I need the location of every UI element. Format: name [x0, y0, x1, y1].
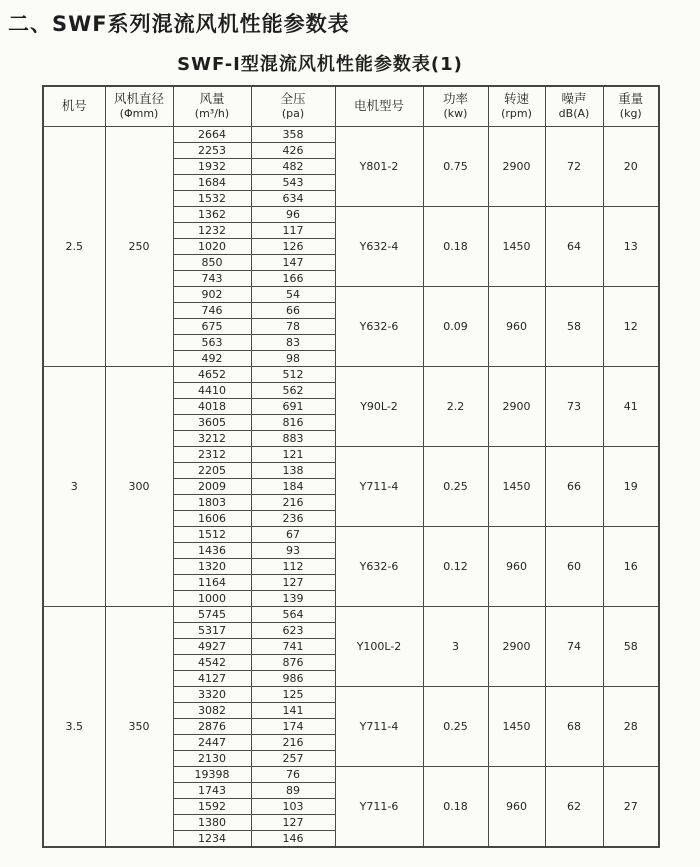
column-header-label: 功率	[442, 90, 468, 106]
power-cell: 0.18	[423, 206, 488, 286]
air-volume-cell: 1606	[173, 510, 251, 526]
total-pressure-cell: 512	[251, 366, 335, 382]
speed-cell: 960	[488, 766, 545, 847]
total-pressure-cell: 66	[251, 302, 335, 318]
speed-cell: 960	[488, 526, 545, 606]
air-volume-cell: 3082	[173, 702, 251, 718]
noise-cell: 73	[545, 366, 603, 446]
total-pressure-cell: 121	[251, 446, 335, 462]
total-pressure-cell: 426	[251, 142, 335, 158]
column-header-unit: (rpm)	[501, 107, 532, 121]
column-header	[43, 86, 105, 126]
air-volume-cell: 4652	[173, 366, 251, 382]
column-header-unit: (Φmm)	[119, 107, 159, 121]
total-pressure-cell: 112	[251, 558, 335, 574]
air-volume-cell: 2205	[173, 462, 251, 478]
motor-model-cell: Y90L-2	[335, 366, 423, 446]
air-volume-cell: 1380	[173, 814, 251, 830]
speed-cell: 2900	[488, 606, 545, 686]
total-pressure-cell: 141	[251, 702, 335, 718]
air-volume-cell: 2447	[173, 734, 251, 750]
air-volume-cell: 1436	[173, 542, 251, 558]
weight-cell: 27	[603, 766, 659, 847]
column-header	[251, 86, 335, 126]
total-pressure-cell: 883	[251, 430, 335, 446]
air-volume-cell: 4542	[173, 654, 251, 670]
air-volume-cell: 3320	[173, 686, 251, 702]
air-volume-cell: 746	[173, 302, 251, 318]
total-pressure-cell: 816	[251, 414, 335, 430]
air-volume-cell: 1320	[173, 558, 251, 574]
speed-cell: 1450	[488, 446, 545, 526]
total-pressure-cell: 117	[251, 222, 335, 238]
motor-model-cell: Y711-4	[335, 446, 423, 526]
air-volume-cell: 1743	[173, 782, 251, 798]
column-header	[173, 86, 251, 126]
air-volume-cell: 1020	[173, 238, 251, 254]
total-pressure-cell: 174	[251, 718, 335, 734]
table-row	[43, 366, 659, 382]
speed-cell: 2900	[488, 126, 545, 206]
total-pressure-cell: 139	[251, 590, 335, 606]
total-pressure-cell: 146	[251, 830, 335, 847]
air-volume-cell: 4127	[173, 670, 251, 686]
column-header-label: 重量	[618, 90, 644, 106]
total-pressure-cell: 98	[251, 350, 335, 366]
column-header-label: 噪声	[561, 90, 587, 106]
total-pressure-cell: 741	[251, 638, 335, 654]
weight-cell: 16	[603, 526, 659, 606]
table-body	[43, 126, 659, 847]
air-volume-cell: 675	[173, 318, 251, 334]
fan-size-cell: 2.5	[43, 126, 105, 366]
fan-diameter-cell: 300	[105, 366, 173, 606]
total-pressure-cell: 876	[251, 654, 335, 670]
speed-cell: 960	[488, 286, 545, 366]
air-volume-cell: 1803	[173, 494, 251, 510]
power-cell: 0.25	[423, 446, 488, 526]
column-header-label: 转速	[503, 90, 529, 106]
air-volume-cell: 563	[173, 334, 251, 350]
total-pressure-cell: 691	[251, 398, 335, 414]
speed-cell: 1450	[488, 686, 545, 766]
air-volume-cell: 2312	[173, 446, 251, 462]
total-pressure-cell: 93	[251, 542, 335, 558]
motor-model-cell: Y711-4	[335, 686, 423, 766]
air-volume-cell: 2664	[173, 126, 251, 142]
total-pressure-cell: 986	[251, 670, 335, 686]
total-pressure-cell: 257	[251, 750, 335, 766]
header-row	[43, 86, 659, 126]
air-volume-cell: 1232	[173, 222, 251, 238]
power-cell: 0.25	[423, 686, 488, 766]
column-header	[488, 86, 545, 126]
weight-cell: 13	[603, 206, 659, 286]
air-volume-cell: 1000	[173, 590, 251, 606]
total-pressure-cell: 89	[251, 782, 335, 798]
column-header-unit: (kg)	[619, 107, 642, 121]
total-pressure-cell: 96	[251, 206, 335, 222]
noise-cell: 64	[545, 206, 603, 286]
column-header	[603, 86, 659, 126]
power-cell: 0.18	[423, 766, 488, 847]
air-volume-cell: 1684	[173, 174, 251, 190]
fan-parameters-table	[42, 85, 660, 848]
column-header	[545, 86, 603, 126]
noise-cell: 58	[545, 286, 603, 366]
air-volume-cell: 5745	[173, 606, 251, 622]
weight-cell: 19	[603, 446, 659, 526]
column-header-unit: (kw)	[443, 107, 468, 121]
total-pressure-cell: 54	[251, 286, 335, 302]
column-header-label: 机号	[61, 98, 87, 114]
air-volume-cell: 850	[173, 254, 251, 270]
noise-cell: 66	[545, 446, 603, 526]
total-pressure-cell: 184	[251, 478, 335, 494]
total-pressure-cell: 623	[251, 622, 335, 638]
total-pressure-cell: 543	[251, 174, 335, 190]
fan-size-cell: 3	[43, 366, 105, 606]
air-volume-cell: 1164	[173, 574, 251, 590]
column-header-label: 风量	[199, 90, 225, 106]
column-header-label: 电机型号	[353, 98, 404, 114]
air-volume-cell: 19398	[173, 766, 251, 782]
table-row	[43, 126, 659, 142]
table-header	[43, 86, 659, 126]
air-volume-cell: 2253	[173, 142, 251, 158]
total-pressure-cell: 103	[251, 798, 335, 814]
noise-cell: 74	[545, 606, 603, 686]
noise-cell: 72	[545, 126, 603, 206]
fan-diameter-cell: 250	[105, 126, 173, 366]
air-volume-cell: 2130	[173, 750, 251, 766]
air-volume-cell: 1512	[173, 526, 251, 542]
noise-cell: 62	[545, 766, 603, 847]
weight-cell: 28	[603, 686, 659, 766]
column-header-label: 风机直径	[113, 90, 164, 106]
total-pressure-cell: 564	[251, 606, 335, 622]
column-header	[105, 86, 173, 126]
column-header-unit: (m³/h)	[194, 107, 230, 121]
power-cell: 2.2	[423, 366, 488, 446]
total-pressure-cell: 166	[251, 270, 335, 286]
motor-model-cell: Y632-4	[335, 206, 423, 286]
total-pressure-cell: 482	[251, 158, 335, 174]
weight-cell: 41	[603, 366, 659, 446]
air-volume-cell: 4927	[173, 638, 251, 654]
power-cell: 0.12	[423, 526, 488, 606]
air-volume-cell: 1234	[173, 830, 251, 847]
weight-cell: 58	[603, 606, 659, 686]
air-volume-cell: 2876	[173, 718, 251, 734]
total-pressure-cell: 126	[251, 238, 335, 254]
total-pressure-cell: 358	[251, 126, 335, 142]
power-cell: 0.75	[423, 126, 488, 206]
air-volume-cell: 3212	[173, 430, 251, 446]
column-header-label: 全压	[280, 90, 306, 106]
motor-model-cell: Y711-6	[335, 766, 423, 847]
total-pressure-cell: 236	[251, 510, 335, 526]
column-header-unit: (pa)	[281, 107, 305, 121]
weight-cell: 12	[603, 286, 659, 366]
column-header	[423, 86, 488, 126]
total-pressure-cell: 147	[251, 254, 335, 270]
speed-cell: 1450	[488, 206, 545, 286]
noise-cell: 60	[545, 526, 603, 606]
air-volume-cell: 4410	[173, 382, 251, 398]
fan-diameter-cell: 350	[105, 606, 173, 847]
air-volume-cell: 743	[173, 270, 251, 286]
total-pressure-cell: 127	[251, 814, 335, 830]
total-pressure-cell: 83	[251, 334, 335, 350]
fan-size-cell: 3.5	[43, 606, 105, 847]
air-volume-cell: 4018	[173, 398, 251, 414]
air-volume-cell: 3605	[173, 414, 251, 430]
page-title: 二、SWF系列混流风机性能参数表	[8, 12, 350, 36]
power-cell: 3	[423, 606, 488, 686]
motor-model-cell: Y100L-2	[335, 606, 423, 686]
motor-model-cell: Y801-2	[335, 126, 423, 206]
air-volume-cell: 1592	[173, 798, 251, 814]
speed-cell: 2900	[488, 366, 545, 446]
total-pressure-cell: 67	[251, 526, 335, 542]
table-title: SWF-I型混流风机性能参数表(1)	[177, 54, 463, 75]
total-pressure-cell: 125	[251, 686, 335, 702]
noise-cell: 68	[545, 686, 603, 766]
column-header	[335, 86, 423, 126]
air-volume-cell: 5317	[173, 622, 251, 638]
total-pressure-cell: 138	[251, 462, 335, 478]
table-row	[43, 606, 659, 622]
motor-model-cell: Y632-6	[335, 526, 423, 606]
air-volume-cell: 2009	[173, 478, 251, 494]
air-volume-cell: 1362	[173, 206, 251, 222]
total-pressure-cell: 76	[251, 766, 335, 782]
air-volume-cell: 1532	[173, 190, 251, 206]
motor-model-cell: Y632-6	[335, 286, 423, 366]
total-pressure-cell: 562	[251, 382, 335, 398]
total-pressure-cell: 634	[251, 190, 335, 206]
total-pressure-cell: 216	[251, 734, 335, 750]
total-pressure-cell: 127	[251, 574, 335, 590]
air-volume-cell: 492	[173, 350, 251, 366]
air-volume-cell: 902	[173, 286, 251, 302]
total-pressure-cell: 216	[251, 494, 335, 510]
column-header-unit: dB(A)	[558, 107, 590, 121]
weight-cell: 20	[603, 126, 659, 206]
power-cell: 0.09	[423, 286, 488, 366]
total-pressure-cell: 78	[251, 318, 335, 334]
air-volume-cell: 1932	[173, 158, 251, 174]
